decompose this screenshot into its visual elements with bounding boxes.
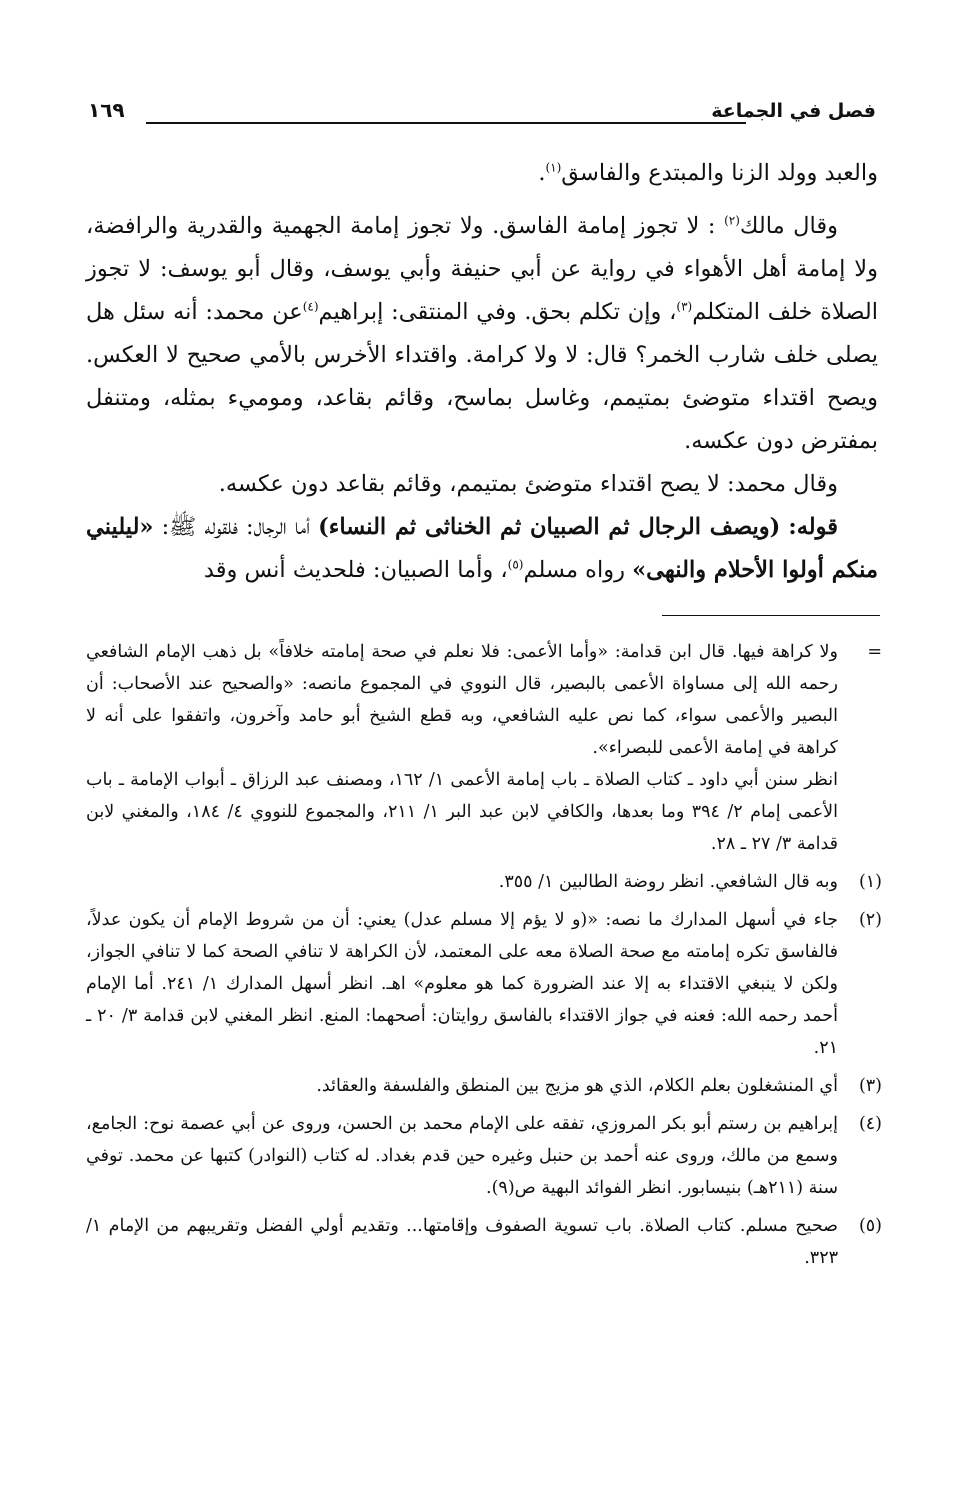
footnote-ref-5: (٥) (507, 557, 524, 572)
paragraph-4 (86, 506, 878, 592)
footnote-ref-3: (٣) (676, 299, 693, 314)
p4-c: ، وأما الصبيان: فلحديث أنس وقد (203, 557, 508, 583)
header-rule (146, 122, 746, 124)
p2-a: وقال مالك (739, 213, 839, 239)
footnote-separator (662, 615, 880, 616)
footnote-3-mark: (٣) (858, 1076, 882, 1096)
footnote-3-text: أي المنشغلون بعلم الكلام، الذي هو مزيج بين المنطق والفلسفة والعقائد. (316, 1076, 838, 1096)
p4-b: رواه مسلم (523, 557, 625, 583)
paragraph-2 (86, 205, 878, 463)
footnote-1-mark: (١) (858, 872, 882, 892)
p2-c: ، وإن تكلم بحق. وفي المنتقى: إبراهيم (318, 299, 677, 325)
p2-b: : لا تجوز إمامة الفاسق. ولا تجوز إمامة الجهمية والقدرية والرافضة، ولا إمامة أهل الأهواء في رواية عن أبي حنيفة وأبي يوسف، وقال أبو يوسف: لا تجوز الصلاة خلف المتكلم (86, 213, 878, 325)
footnote-5 (86, 1210, 882, 1274)
p2-d: عن محمد: أنه سئل هل يصلى خلف شارب الخمر؟ قال: لا ولا كرامة. واقتداء الأخرس بالأمي صحيح لا العكس. ويصح اقتداء متوضئ بمتيمم، وغاسل بماسح، وقائم بقاعد، وموميء بمثله، ومتنفل بمفترض دون عكسه. (86, 299, 878, 454)
chapter-title: فصل في الجماعة (711, 100, 876, 122)
p1-end: . (538, 160, 546, 186)
footnote-1-text: وبه قال الشافعي. انظر روضة الطالبين ١/ ٣٥٥. (498, 872, 838, 892)
footnote-4-text: إبراهيم بن رستم أبو بكر المروزي، تفقه على الإمام محمد بن الحسن، وروى عن أبي عصمة نوح: الجامع، وسمع من مالك، وروى عنه أحمد بن حنبل وغيره حين قدم بغداد. له كتاب (النوادر) كتبها عن محمد. توفي سنة (٢١١هـ) بنيسابور. انظر الفوائد البهية ص(٩). (86, 1114, 838, 1198)
footnote-2-text: جاء في أسهل المدارك ما نصه: «(و لا يؤم إلا مسلم عدل) يعني: أن من شروط الإمام أن يكون عدلاً، فالفاسق تكره إمامته مع صحة الصلاة معه على المعتمد، لأن الكراهة لا تنافي الصحة كما لا تنافي الجواز، ولكن لا ينبغي الاقتداء به إلا عند الضرورة كما هو معلوم» اهـ. انظر أسهل المدارك ١/ ٢٤١. أما الإمام أحمد رحمه الله: فعنه في جواز الاقتداء بالفاسق روايتان: أصحهما: المنع. انظر المغني لابن قدامة ٣/ ٢٠ ـ ٢١. (86, 910, 838, 1058)
running-header (88, 96, 876, 136)
page-number: ١٦٩ (88, 98, 125, 122)
p4-hadith: «ليليني منكم أولوا الأحلام والنهى» (86, 514, 878, 583)
footnote-ref-1: (١) (545, 160, 562, 175)
footnote-4 (86, 1108, 882, 1204)
footnote-ref-2: (٢) (724, 213, 740, 228)
main-text (86, 152, 878, 592)
footnote-5-text: صحيح مسلم. كتاب الصلاة. باب تسوية الصفوف وإقامتها... وتقديم أولي الفضل وتقريبهم من الإمام ١/ ٣٢٣. (86, 1216, 838, 1268)
p4-a: أما الرجال: فلقوله ﷺ: (161, 514, 311, 540)
footnote-ref-4: (٤) (302, 299, 319, 314)
footnote-2-mark: (٢) (858, 910, 882, 930)
paragraph-3 (86, 463, 878, 506)
p4-label: قوله: (788, 514, 839, 540)
footnote-3 (86, 1070, 882, 1102)
continuation-paragraph-2: انظر سنن أبي داود ـ كتاب الصلاة ـ باب إمامة الأعمى ١/ ١٦٢، ومصنف عبد الرزاق ـ أبواب الإمامة ـ باب الأعمى إمام ٢/ ٣٩٤ وما بعدها، والكافي لابن عبد البر ١/ ٢١١، والمجموع للنووي ٤/ ١٨٤، والمغني لابن قدامة ٣/ ٢٧ ـ ٢٨. (86, 770, 838, 854)
continuation-paragraph-1: ولا كراهة فيها. قال ابن قدامة: «وأما الأعمى: فلا نعلم في صحة إمامته خلافاً» بل ذهب الإمام الشافعي رحمه الله إلى مساواة الأعمى بالبصير، قال النووي في المجموع مانصه: «والصحيح عند الأصحاب: أن البصير والأعمى سواء، كما نص عليه الشافعي، وبه قطع الشيخ أبو حامد وآخرون، واتفقوا على أنه لا كراهة في إمامة الأعمى للبصراء». (86, 642, 838, 758)
paragraph-1 (86, 152, 878, 195)
footnote-2 (86, 904, 882, 1064)
p3-text: وقال محمد: لا يصح اقتداء متوضئ بمتيمم، وقائم بقاعد دون عكسه. (218, 471, 838, 497)
p1-text: والعبد وولد الزنا والمبتدع والفاسق (561, 160, 878, 186)
footnote-1 (86, 866, 882, 898)
footnote-4-mark: (٤) (858, 1114, 882, 1134)
continuation-mark: = (867, 642, 882, 662)
footnote-5-mark: (٥) (858, 1216, 882, 1236)
footnotes (86, 636, 882, 1280)
footnote-continuation (86, 636, 882, 860)
p4-quote: (ويصف الرجال ثم الصبيان ثم الخناثى ثم النساء) (318, 514, 781, 540)
